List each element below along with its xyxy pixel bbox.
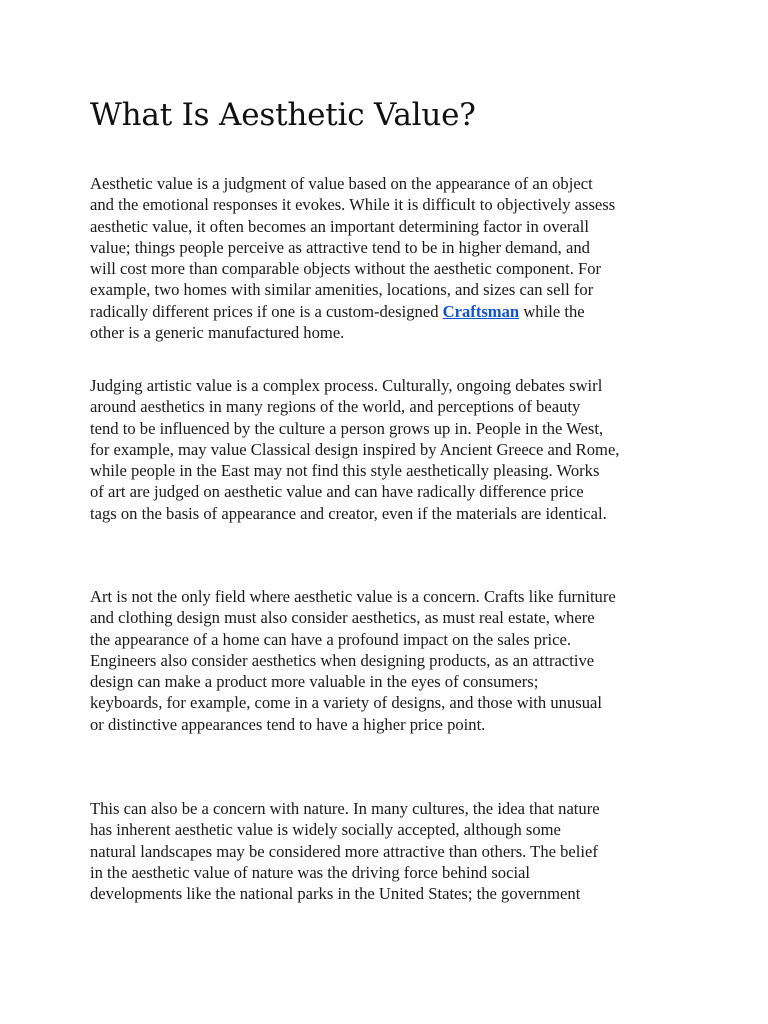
- paragraph-line: in the aesthetic value of nature was the driving force behind social: [90, 862, 531, 882]
- paragraph-line: around aesthetics in many regions of the world, and perceptions of beauty: [90, 397, 581, 417]
- paragraph-line: the appearance of a home can have a profound impact on the sales price.: [90, 629, 571, 649]
- paragraph-line: tags on the basis of appearance and creator, even if the materials are identical.: [90, 503, 607, 523]
- paragraph-text: radically different prices if one is a custom-designed: [90, 301, 443, 321]
- paragraph-line: example, two homes with similar amenities, locations, and sizes can sell for: [90, 280, 594, 300]
- paragraph-line: of art are judged on aesthetic value and can have radically difference price: [90, 482, 584, 502]
- paragraph-1: [90, 173, 690, 343]
- paragraph-line: other is a generic manufactured home.: [90, 323, 345, 343]
- paragraph-line: tend to be influenced by the culture a person grows up in. People in the West,: [90, 418, 604, 438]
- page-title: What Is Aesthetic Value?: [90, 97, 476, 133]
- paragraph-line: aesthetic value, it often becomes an important determining factor in overall: [90, 216, 590, 236]
- paragraph-line: Art is not the only field where aesthetic value is a concern. Crafts like furniture: [90, 587, 616, 606]
- paragraph-line: Judging artistic value is a complex process. Culturally, ongoing debates swirl: [90, 376, 603, 395]
- paragraph-text: while the: [519, 301, 585, 321]
- paragraph-line: developments like the national parks in the United States; the government: [90, 884, 581, 904]
- craftsman-link[interactable]: Craftsman: [442, 301, 520, 321]
- paragraph-line: design can make a product more valuable in the eyes of consumers;: [90, 672, 539, 692]
- paragraph-4: [90, 798, 690, 904]
- paragraph-line: Aesthetic value is a judgment of value based on the appearance of an object: [90, 174, 593, 193]
- paragraph-line: for example, may value Classical design inspired by Ancient Greece and Rome,: [90, 439, 620, 459]
- paragraph-line: and clothing design must also consider aesthetics, as must real estate, where: [90, 608, 595, 628]
- paragraph-line: This can also be a concern with nature. In many cultures, the idea that nature: [90, 799, 600, 818]
- paragraph-3: [90, 586, 690, 735]
- paragraph-line: and the emotional responses it evokes. While it is difficult to objectively assess: [90, 195, 616, 215]
- paragraph-line-with-link: [90, 301, 690, 322]
- paragraph-line: Engineers also consider aesthetics when designing products, as an attractive: [90, 650, 595, 670]
- paragraph-line: value; things people perceive as attractive tend to be in higher demand, and: [90, 237, 590, 257]
- paragraph-line: natural landscapes may be considered more attractive than others. The belief: [90, 841, 598, 861]
- paragraph-2: [90, 375, 690, 524]
- paragraph-line: keyboards, for example, come in a variety of designs, and those with unusual: [90, 693, 602, 713]
- paragraph-line: has inherent aesthetic value is widely socially accepted, although some: [90, 820, 561, 840]
- paragraph-line: while people in the East may not find this style aesthetically pleasing. Works: [90, 461, 600, 481]
- paragraph-line: will cost more than comparable objects without the aesthetic component. For: [90, 259, 602, 279]
- paragraph-line: or distinctive appearances tend to have a higher price point.: [90, 714, 486, 734]
